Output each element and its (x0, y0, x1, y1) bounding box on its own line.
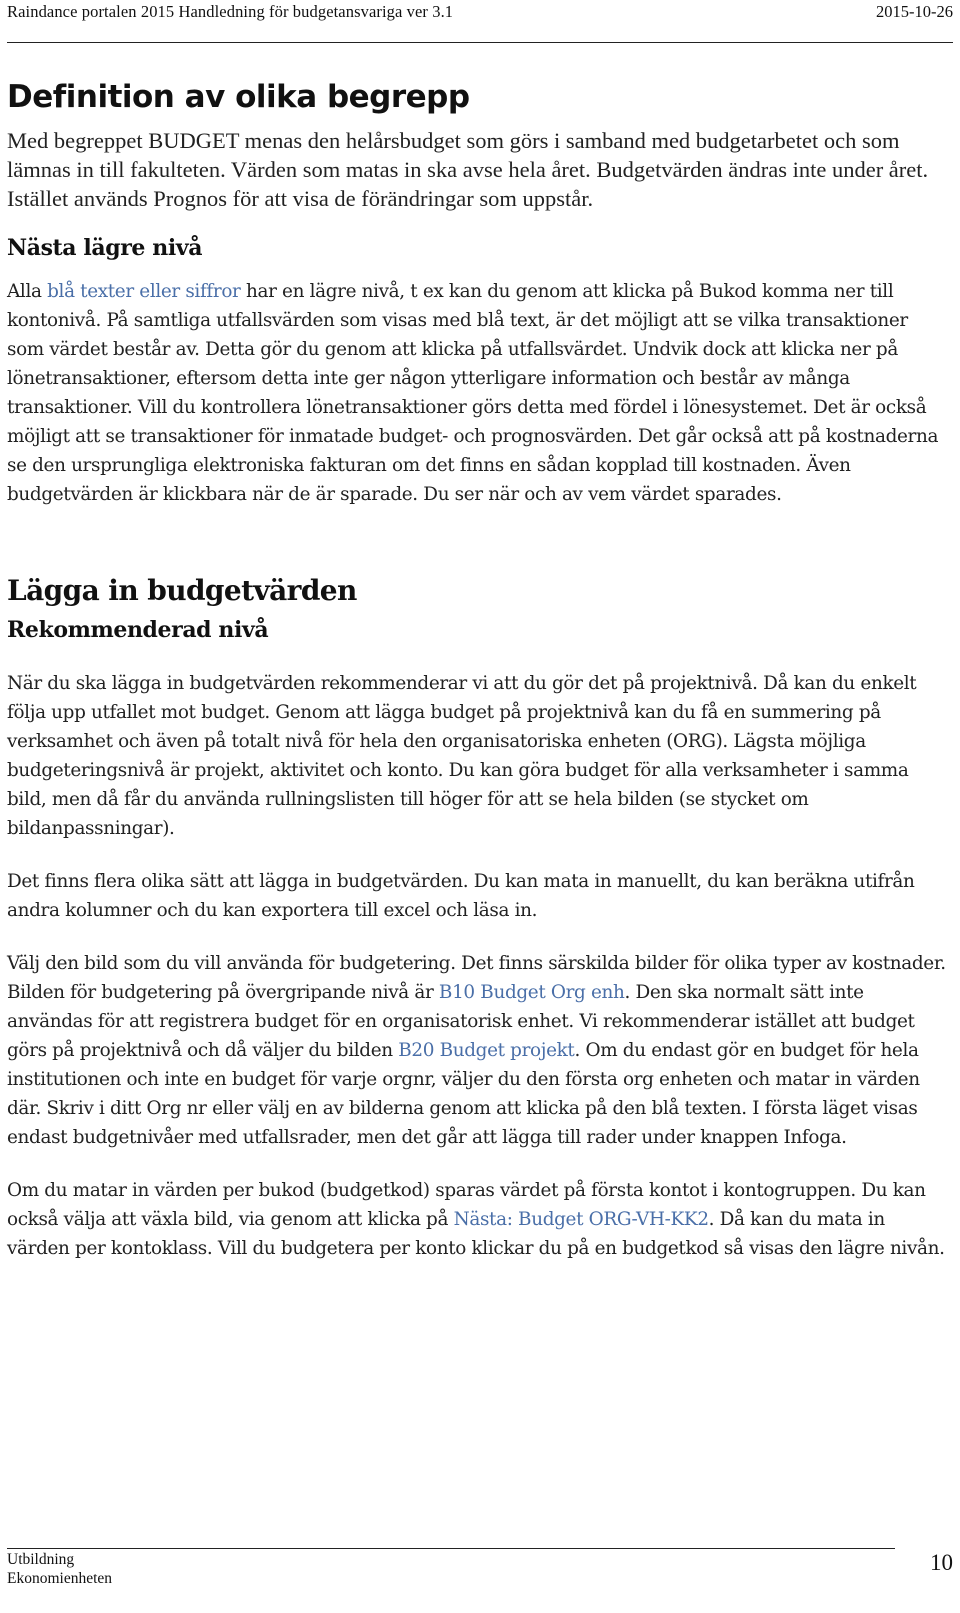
footer-line-2: Ekonomienheten (7, 1570, 113, 1587)
b20-budget-project-link[interactable]: B20 Budget projekt (398, 1040, 575, 1061)
lower-level-text-rest: har en lägre nivå, t ex kan du genom att klicka på Bukod komma ner till kontonivå. På samtliga utfallsvärden som visas med blå text, är det möjligt att se vilka transaktioner som värdet består av. Detta gör du genom att klicka på utfallsvärdet. Undvik dock att klicka ner på lönetransaktioner, eftersom detta inte ger någon ytterligare information och består av många transaktioner. Vill du kontrollera lönetransaktioner görs detta med fördel i lönesystemet. Det är också möjligt att se transaktioner för inmatade budget- och prognosvärden. Det går också att på kostnaderna se den ursprungliga elektroniska fakturan om det finns en sådan kopplad till kostnaden. Även budgetvärden är klickbara när de är sparade. Du ser när och av vem värdet sparades. (7, 281, 939, 505)
page-number: 10 (930, 1550, 953, 1575)
section-heading-budget-values: Lägga in budgetvärden (7, 574, 357, 607)
subheading-recommended-level: Rekommenderad nivå (7, 617, 269, 643)
page-content (7, 70, 946, 1263)
header-date: 2015-10-26 (876, 2, 953, 21)
choose-view-text-c: . Om du endast gör en budget för hela institutionen och inte en budget för varje orgnr, väljer du den första org enheten och matar in värden där. Skriv i ditt Org nr eller välj en av bilderna genom att klicka på den blå texten. I första läget visas endast budgetnivåer med utfallsrader, men det går att lägga till rader under knappen Infoga. (7, 1040, 920, 1148)
b10-budget-org-link[interactable]: B10 Budget Org enh (438, 982, 625, 1003)
section-heading-definitions: Definition av olika begrepp (7, 79, 470, 115)
recommended-level-paragraph: När du ska lägga in budgetvärden rekommenderar vi att du gör det på projektnivå. Då kan du enkelt följa upp utfallet mot budget. Genom att lägga budget på projektnivå kan du få en summering på verksamhet och även på totalt nivå för hela den organisatoriska enheten (ORG). Lägsta möjliga budgeteringsnivå är projekt, aktivitet och konto. Du kan göra budget för alla verksamheter i samma bild, men då får du använda rullningslisten till höger för att se hela bilden (se stycket om bildanpassningar). (7, 673, 917, 839)
footer-line-1: Utbildning (7, 1551, 75, 1568)
lower-level-paragraph (7, 277, 946, 509)
bukod-text-b: . Då kan du mata in värden per kontoklass. Vill du budgetera per konto klickar du på en budgetkod så visas den lägre nivån. (7, 1209, 945, 1259)
section-heading-lower-level: Nästa lägre nivå (7, 235, 203, 261)
choose-view-text-b: . Den ska normalt sätt inte användas för att registrera budget för en organisatorisk enhet. Vi rekommenderar istället att budget görs på projektnivå och då väljer du bilden (7, 982, 915, 1061)
choose-view-text-a: Välj den bild som du vill använda för budgetering. Det finns särskilda bilder för olika typer av kostnader. Bilden för budgetering på övergripande nivå är (7, 953, 946, 1003)
footer-department (7, 1550, 112, 1588)
page-header (7, 0, 953, 43)
definitions-paragraph: Med begreppet BUDGET menas den helårsbudget som görs i samband med budgetarbetet och som lämnas in till fakulteten. Värden som matas in ska avse hela året. Budgetvärden ändras inte under året. Istället används Prognos för att visa de förändringar som uppstår. (7, 128, 929, 211)
lower-level-text-start: Alla (7, 281, 48, 302)
bukod-text-a: Om du matar in värden per bukod (budgetkod) sparas värdet på första kontot i kontogruppen. Du kan också välja att växla bild, via genom att klicka på (7, 1180, 926, 1230)
choose-view-paragraph (7, 949, 946, 1152)
blue-text-example-link[interactable]: blå texter eller siffror (47, 281, 241, 302)
next-budget-org-link[interactable]: Nästa: Budget ORG-VH-KK2 (453, 1209, 709, 1230)
footer-divider (7, 1548, 895, 1549)
header-title: Raindance portalen 2015 Handledning för budgetansvariga ver 3.1 (7, 2, 454, 21)
methods-paragraph: Det finns flera olika sätt att lägga in budgetvärden. Du kan mata in manuellt, du kan beräkna utifrån andra kolumner och du kan exportera till excel och läsa in. (7, 871, 915, 921)
bukod-paragraph (7, 1176, 946, 1263)
